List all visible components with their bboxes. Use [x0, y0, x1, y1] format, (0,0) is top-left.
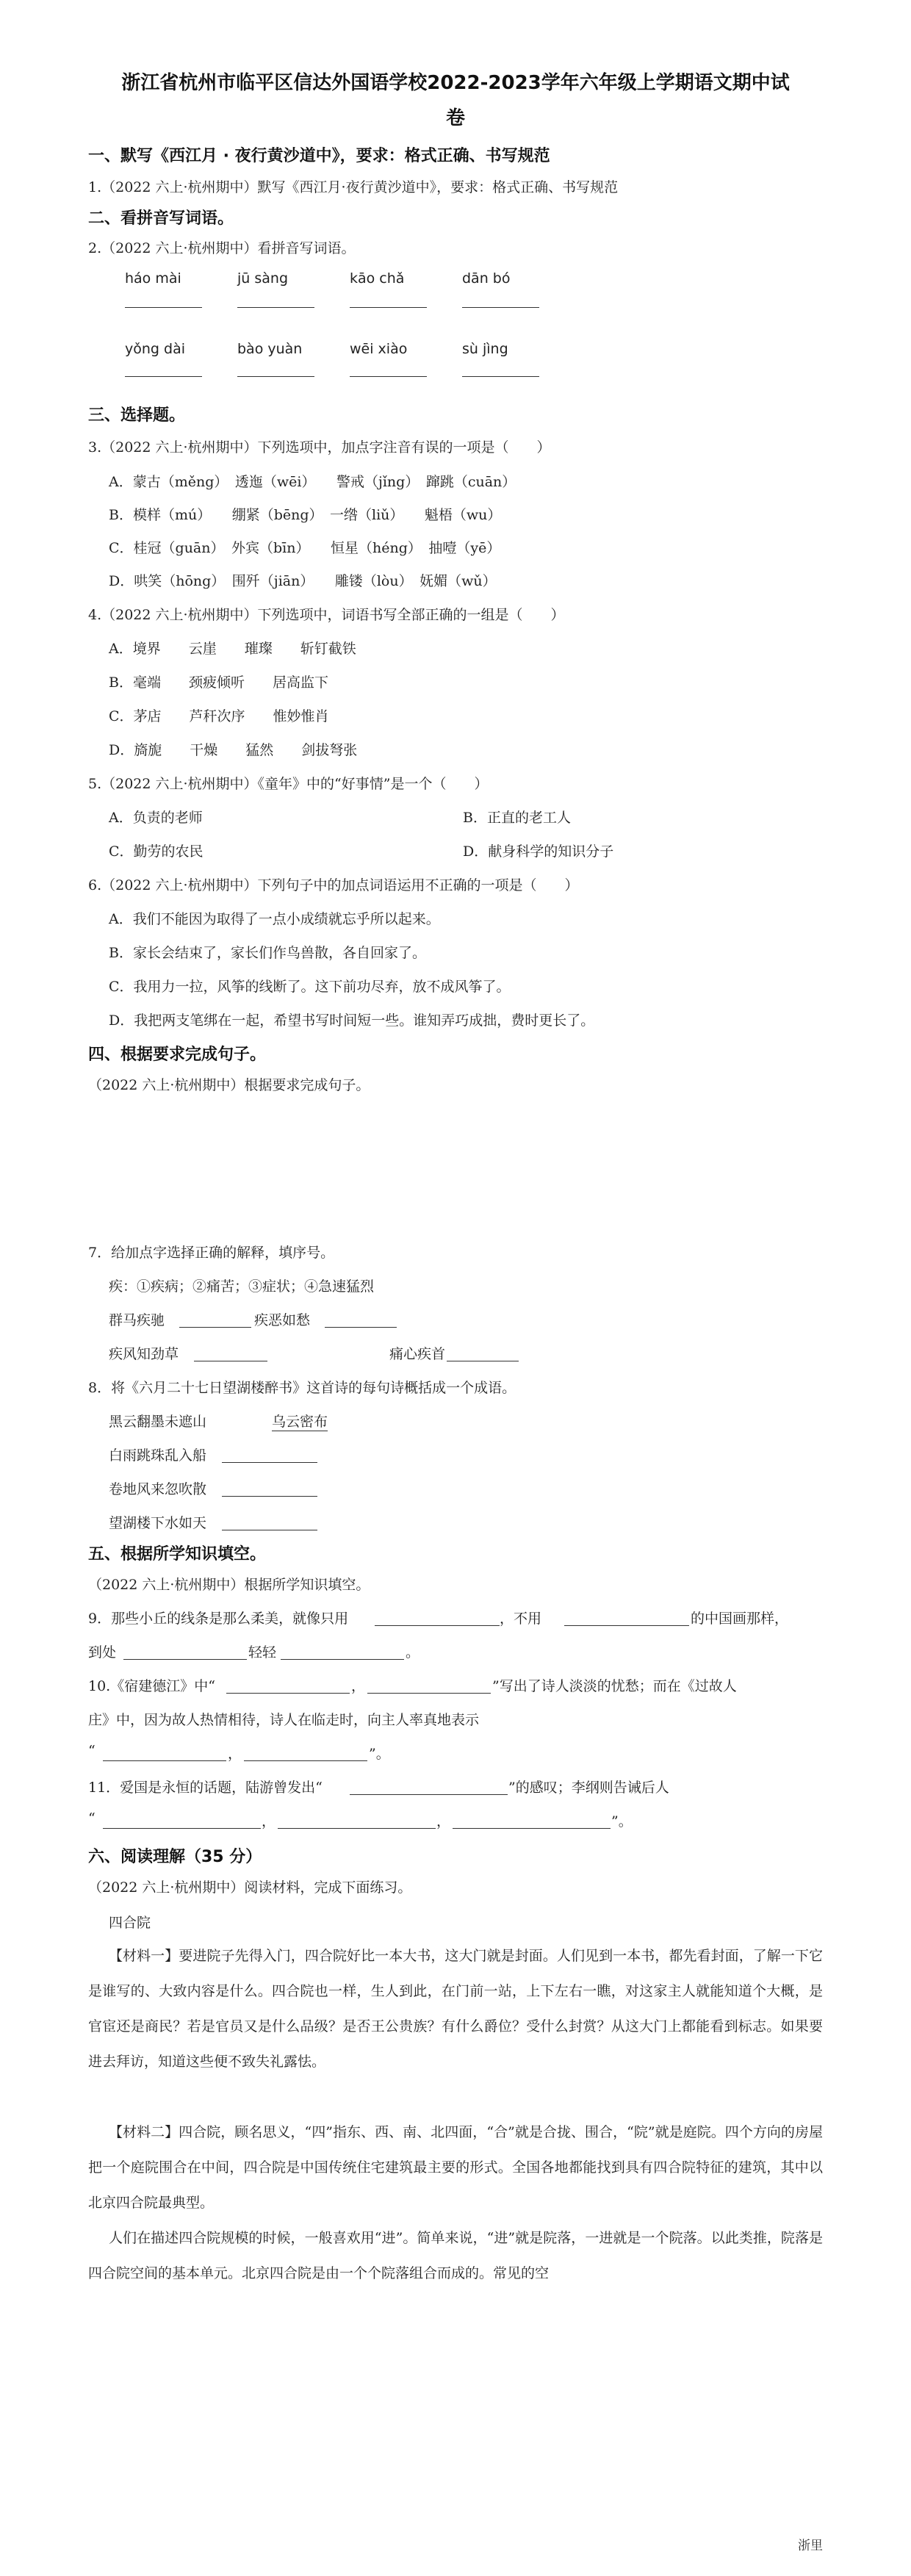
q10-part-d: 庄》中，因为故人热情相待，诗人在临走时，向主人率真地表示	[88, 1712, 480, 1728]
pinyin-2: jū sàng	[237, 270, 289, 287]
doc-title-line1: 浙江省杭州市临平区信达外国语学校2022-2023学年六年级上学期语文期中试	[121, 72, 790, 94]
q5-option-c[interactable]: C．勤劳的农民	[109, 843, 204, 860]
q10-part-f: ，	[228, 1746, 242, 1762]
q11-blank-4[interactable]	[453, 1828, 611, 1829]
section5-heading: 五、根据所学知识填空。	[88, 1545, 267, 1564]
q11-blank-3[interactable]	[278, 1828, 436, 1829]
pinyin-4: dān bó	[462, 270, 511, 287]
pinyin-5: yǒng dài	[125, 341, 185, 357]
doc-title-line2: 卷	[445, 107, 465, 129]
question-7: 7．给加点字选择正确的解释，填序号。	[88, 1245, 335, 1261]
q10-part-g: ”。	[369, 1746, 390, 1762]
q8-line-1: 黑云翻墨未遮山	[109, 1414, 207, 1430]
q3-option-d[interactable]: D．哄笑（hōng） 围歼（jiān） 雕镂（lòu） 妩媚（wǔ）	[109, 573, 497, 589]
question-5: 5.（2022 六上·杭州期中）《童年》中的“好事情”是一个（ ）	[88, 776, 489, 792]
q8-blank-3[interactable]	[222, 1496, 317, 1497]
q9-part-c: 的中国画那样，	[691, 1611, 789, 1627]
pinyin-8: sù jìng	[462, 341, 508, 357]
q7-blank-b[interactable]	[325, 1327, 397, 1328]
page-footer: 浙里	[798, 2539, 823, 2553]
q6-option-a[interactable]: A．我们不能因为取得了一点小成绩就忘乎所以起来。	[109, 911, 440, 927]
pinyin-blank-1[interactable]	[125, 307, 202, 308]
section1-heading: 一、默写《西江月 · 夜行黄沙道中》，要求：格式正确、书写规范	[88, 147, 550, 165]
q7-blank-a[interactable]	[179, 1327, 251, 1328]
q11-part-a: 11．爱国是永恒的话题，陆游曾发出“	[88, 1780, 323, 1796]
q9-blank-1[interactable]	[375, 1625, 500, 1626]
pinyin-6: bào yuàn	[237, 341, 303, 357]
q11-part-e: ，	[436, 1813, 451, 1830]
q8-line-2: 白雨跳珠乱入船	[109, 1447, 207, 1464]
q10-part-a: 10.《宿建德江》中“	[88, 1678, 215, 1694]
q7-item-c: 疾风知劲草	[109, 1346, 179, 1362]
q11-blank-1[interactable]	[350, 1794, 508, 1795]
q8-line-3: 卷地风来忽吹散	[109, 1481, 207, 1497]
question-2: 2.（2022 六上·杭州期中）看拼音写词语。	[88, 240, 356, 256]
q10-blank-3[interactable]	[103, 1760, 226, 1761]
q3-option-c[interactable]: C．桂冠（guān） 外宾（bīn） 恒星（héng） 抽噎（yē）	[109, 540, 501, 556]
q5-option-b[interactable]: B．正直的老工人	[463, 810, 571, 826]
q9-part-e: 轻轻	[248, 1644, 277, 1661]
q4-option-b[interactable]: B．毫端 颈疲倾听 居高监下	[109, 674, 328, 691]
section2-heading: 二、看拼音写词语。	[88, 209, 234, 228]
pinyin-7: wēi xiào	[350, 341, 408, 357]
q10-part-b: ，	[351, 1678, 366, 1694]
q11-part-c: “	[88, 1810, 96, 1827]
q11-part-d: ，	[262, 1813, 276, 1830]
section6-intro: （2022 六上·杭州期中）阅读材料，完成下面练习。	[88, 1879, 412, 1896]
reading-title: 四合院	[109, 1915, 151, 1931]
q4-option-c[interactable]: C．茅店 芦秆次序 惟妙惟肖	[109, 708, 329, 724]
pinyin-blank-6[interactable]	[237, 376, 314, 377]
q8-line-4: 望湖楼下水如天	[109, 1515, 207, 1531]
q11-part-f: ”。	[611, 1813, 633, 1830]
material-2: 【材料二】四合院，顾名思义，“四”指东、西、南、北四面，“合”就是合拢、围合，“院”就是庭院。四个方向的房屋把一个庭院围合在中间，四合院是中国传统住宅建筑最主要的形式。全国各地都能找到具有四合院特征的建筑，其中以北京四合院最典型。	[88, 2124, 823, 2211]
q9-part-b: ，不用	[500, 1611, 542, 1627]
q9-part-d: 到处	[88, 1644, 117, 1661]
question-3: 3.（2022 六上·杭州期中）下列选项中，加点字注音有误的一项是（ ）	[88, 439, 551, 456]
q10-part-e: “	[88, 1743, 96, 1759]
q6-option-b[interactable]: B．家长会结束了，家长们作鸟兽散，各自回家了。	[109, 945, 426, 961]
q6-option-d[interactable]: D．我把两支笔绑在一起，希望书写时间短一些。谁知弄巧成拙，费时更长了。	[109, 1012, 595, 1029]
q7-definitions: 疾：①疾病；②痛苦；③症状；④急速猛烈	[109, 1278, 375, 1295]
q11-blank-2[interactable]	[103, 1828, 261, 1829]
q9-blank-4[interactable]	[281, 1659, 404, 1660]
section6-heading: 六、阅读理解（35 分）	[88, 1848, 262, 1866]
q3-option-b[interactable]: B．模样（mú） 绷紧（bēng） 一绺（liǔ） 魁梧（wu）	[109, 507, 502, 523]
q8-answer-1	[272, 1411, 328, 1431]
question-6: 6.（2022 六上·杭州期中）下列句子中的加点词语运用不正确的一项是（ ）	[88, 877, 579, 893]
material-3: 人们在描述四合院规模的时候，一般喜欢用“进”。简单来说，“进”就是院落，一进就是一个院落。以此类推，院落是四合院空间的基本单元。北京四合院是由一个个院落组合而成的。常见的空	[88, 2230, 823, 2281]
q4-option-a[interactable]: A．境界 云崖 璀璨 斩钉截铁	[109, 641, 356, 657]
q10-part-c: ”写出了诗人淡淡的忧愁；而在《过故人	[492, 1678, 737, 1694]
q5-option-a[interactable]: A．负责的老师	[109, 810, 203, 826]
question-4: 4.（2022 六上·杭州期中）下列选项中，词语书写全部正确的一组是（ ）	[88, 607, 565, 623]
pinyin-blank-4[interactable]	[462, 307, 539, 308]
q9-part-f: 。	[406, 1644, 420, 1661]
q8-blank-2[interactable]	[222, 1462, 317, 1463]
q10-blank-2[interactable]	[367, 1693, 491, 1694]
q6-option-c[interactable]: C．我用力一拉，风筝的线断了。这下前功尽弃，放不成风筝了。	[109, 979, 511, 995]
q5-option-d[interactable]: D．献身科学的知识分子	[463, 843, 614, 860]
section4-intro: （2022 六上·杭州期中）根据要求完成句子。	[88, 1077, 370, 1093]
q9-blank-2[interactable]	[564, 1625, 689, 1626]
pinyin-blank-7[interactable]	[350, 376, 427, 377]
q9-blank-3[interactable]	[123, 1659, 247, 1660]
q10-blank-4[interactable]	[244, 1760, 367, 1761]
pinyin-blank-5[interactable]	[125, 376, 202, 377]
q10-blank-1[interactable]	[226, 1693, 350, 1694]
q9-part-a: 9．那些小丘的线条是那么柔美，就像只用	[88, 1611, 349, 1627]
q7-item-d: 痛心疾首	[389, 1346, 446, 1362]
q4-option-d[interactable]: D．旖旎 干燥 猛然 剑拔弩张	[109, 742, 358, 758]
pinyin-blank-3[interactable]	[350, 307, 427, 308]
question-8: 8．将《六月二十七日望湖楼醉书》这首诗的每句诗概括成一个成语。	[88, 1380, 516, 1396]
question-1: 1.（2022 六上·杭州期中）默写《西江月·夜行黄沙道中》，要求：格式正确、书写规范	[88, 179, 619, 195]
section5-intro: （2022 六上·杭州期中）根据所学知识填空。	[88, 1577, 370, 1593]
section3-heading: 三、选择题。	[88, 406, 186, 425]
material-1: 【材料一】要进院子先得入门，四合院好比一本大书，这大门就是封面。人们见到一本书，都先看封面，了解一下它是谁写的、大致内容是什么。四合院也一样，生人到此，在门前一站，上下左右一瞧，对这家主人就能知道个大概，是官宦还是商民？若是官员又是什么品级？是否王公贵族？有什么爵位？受什么封赏？从这大门上都能看到标志。如果要进去拜访，知道这些便不致失礼露怯。	[88, 1948, 823, 2070]
pinyin-blank-2[interactable]	[237, 307, 314, 308]
q7-item-b: 疾恶如愁	[254, 1312, 311, 1328]
section4-heading: 四、根据要求完成句子。	[88, 1046, 267, 1064]
pinyin-3: kāo chǎ	[350, 270, 405, 287]
pinyin-1: háo mài	[125, 270, 181, 287]
q7-item-a: 群马疾驰	[109, 1312, 165, 1328]
q11-part-b: ”的感叹；李纲则告诫后人	[508, 1780, 669, 1796]
q8-answer-text: 乌云密布	[272, 1414, 328, 1430]
pinyin-blank-8[interactable]	[462, 376, 539, 377]
q3-option-a[interactable]: A．蒙古（měng） 透迤（wēi） 警戒（jǐng） 蹿跳（cuān）	[109, 474, 516, 490]
